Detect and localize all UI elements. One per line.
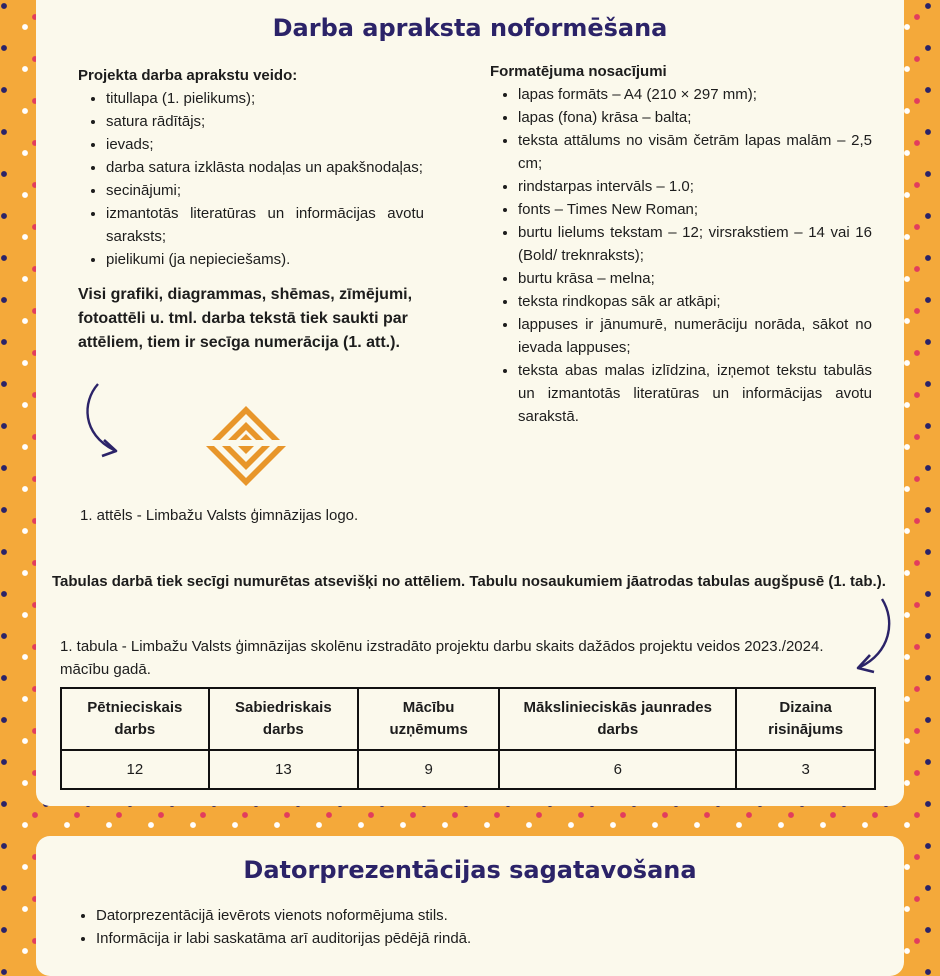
presentation-card <box>36 836 904 976</box>
list-item: • lapas (fona) krāsa – balta; <box>518 106 872 129</box>
table-header-cell: Mākslinieciskās jaunrades darbs <box>499 688 736 750</box>
list-item: • Informācija ir labi saskatāma arī auditorijas pēdējā rindā. <box>96 927 471 950</box>
list-item: • lapas formāts – A4 (210 × 297 mm); <box>518 83 872 106</box>
list-item: • burtu krāsa – melna; <box>518 267 872 290</box>
list-item: • teksta attālums no visām četrām lapas malām – 2,5 cm; <box>518 129 872 175</box>
list-item: • satura rādītājs; <box>106 110 424 133</box>
table-cell: 13 <box>209 750 358 789</box>
list-item: • teksta rindkopas sāk ar atkāpi; <box>518 290 872 313</box>
right-column <box>490 60 872 428</box>
right-heading: Formatējuma nosacījumi <box>490 63 667 80</box>
table-header-cell: Sabiedriskais darbs <box>209 688 358 750</box>
table-cell: 9 <box>358 750 499 789</box>
table-cell: 3 <box>736 750 875 789</box>
table-cell: 6 <box>499 750 736 789</box>
table-note: Tabulas darbā tiek secīgi numurētas atsevišķi no attēliem. Tabulu nosaukumiem jāatrodas tabulas augšpusē (1. tab.). <box>52 573 886 590</box>
list-item: • pielikumi (ja nepieciešams). <box>106 248 424 271</box>
list-item: • lappuses ir jānumurē, numerāciju norāda, sākot no ievada lappuses; <box>518 313 872 359</box>
school-logo-icon <box>200 402 292 488</box>
table-row <box>61 750 875 789</box>
list-item: • darba satura izklāsta nodaļas un apakšnodaļas; <box>106 156 424 179</box>
table-header-cell: Mācību uzņēmums <box>358 688 499 750</box>
table-caption: 1. tabula - Limbažu Valsts ģimnāzijas skolēnu izstradāto projektu darbu skaits dažādos projektu veidos 2023./2024. mācību gadā. <box>60 638 824 678</box>
list-item: • ievads; <box>106 133 424 156</box>
list-item: • titullapa (1. pielikums); <box>106 87 424 110</box>
section-title-presentation: Datorprezentācijas sagatavošana <box>243 856 697 884</box>
list-item: • burtu lielums tekstam – 12; virsrakstiem – 14 vai 16 (Bold/ treknraksts); <box>518 221 872 267</box>
table-header-row <box>61 688 875 750</box>
figure-caption: 1. attēls - Limbažu Valsts ģimnāzijas logo. <box>80 507 359 524</box>
list-item: • izmantotās literatūras un informācijas avotu saraksts; <box>106 202 424 248</box>
left-heading: Projekta darba aprakstu veido: <box>78 67 298 84</box>
table-header-cell: Dizaina risinājums <box>736 688 875 750</box>
report-parts-list <box>78 87 424 271</box>
table-header-cell: Pētnieciskais darbs <box>61 688 209 750</box>
table-cell: 12 <box>61 750 209 789</box>
section-title-formatting: Darba apraksta noformēšana <box>272 14 668 42</box>
figures-note: Visi grafiki, diagrammas, shēmas, zīmējumi, fotoattēli u. tml. darba tekstā tiek saukti par attēliem, tiem ir secīga numerācija (1. att.). <box>78 286 413 351</box>
list-item: • fonts – Times New Roman; <box>518 198 872 221</box>
list-item: • Datorprezentācijā ievērots vienots noformējuma stils. <box>96 904 471 927</box>
projects-table <box>60 687 876 790</box>
list-item: • teksta abas malas izlīdzina, izņemot tekstu tabulās un izmantotās literatūras un informācijas avotu sarakstā. <box>518 359 872 428</box>
list-item: • rindstarpas intervāls – 1.0; <box>518 175 872 198</box>
formatting-card <box>36 0 904 806</box>
list-item: • secinājumi; <box>106 179 424 202</box>
curved-arrow-icon <box>80 380 130 460</box>
presentation-rules-list <box>68 904 471 950</box>
left-column <box>78 64 424 355</box>
formatting-rules-list <box>490 83 872 428</box>
